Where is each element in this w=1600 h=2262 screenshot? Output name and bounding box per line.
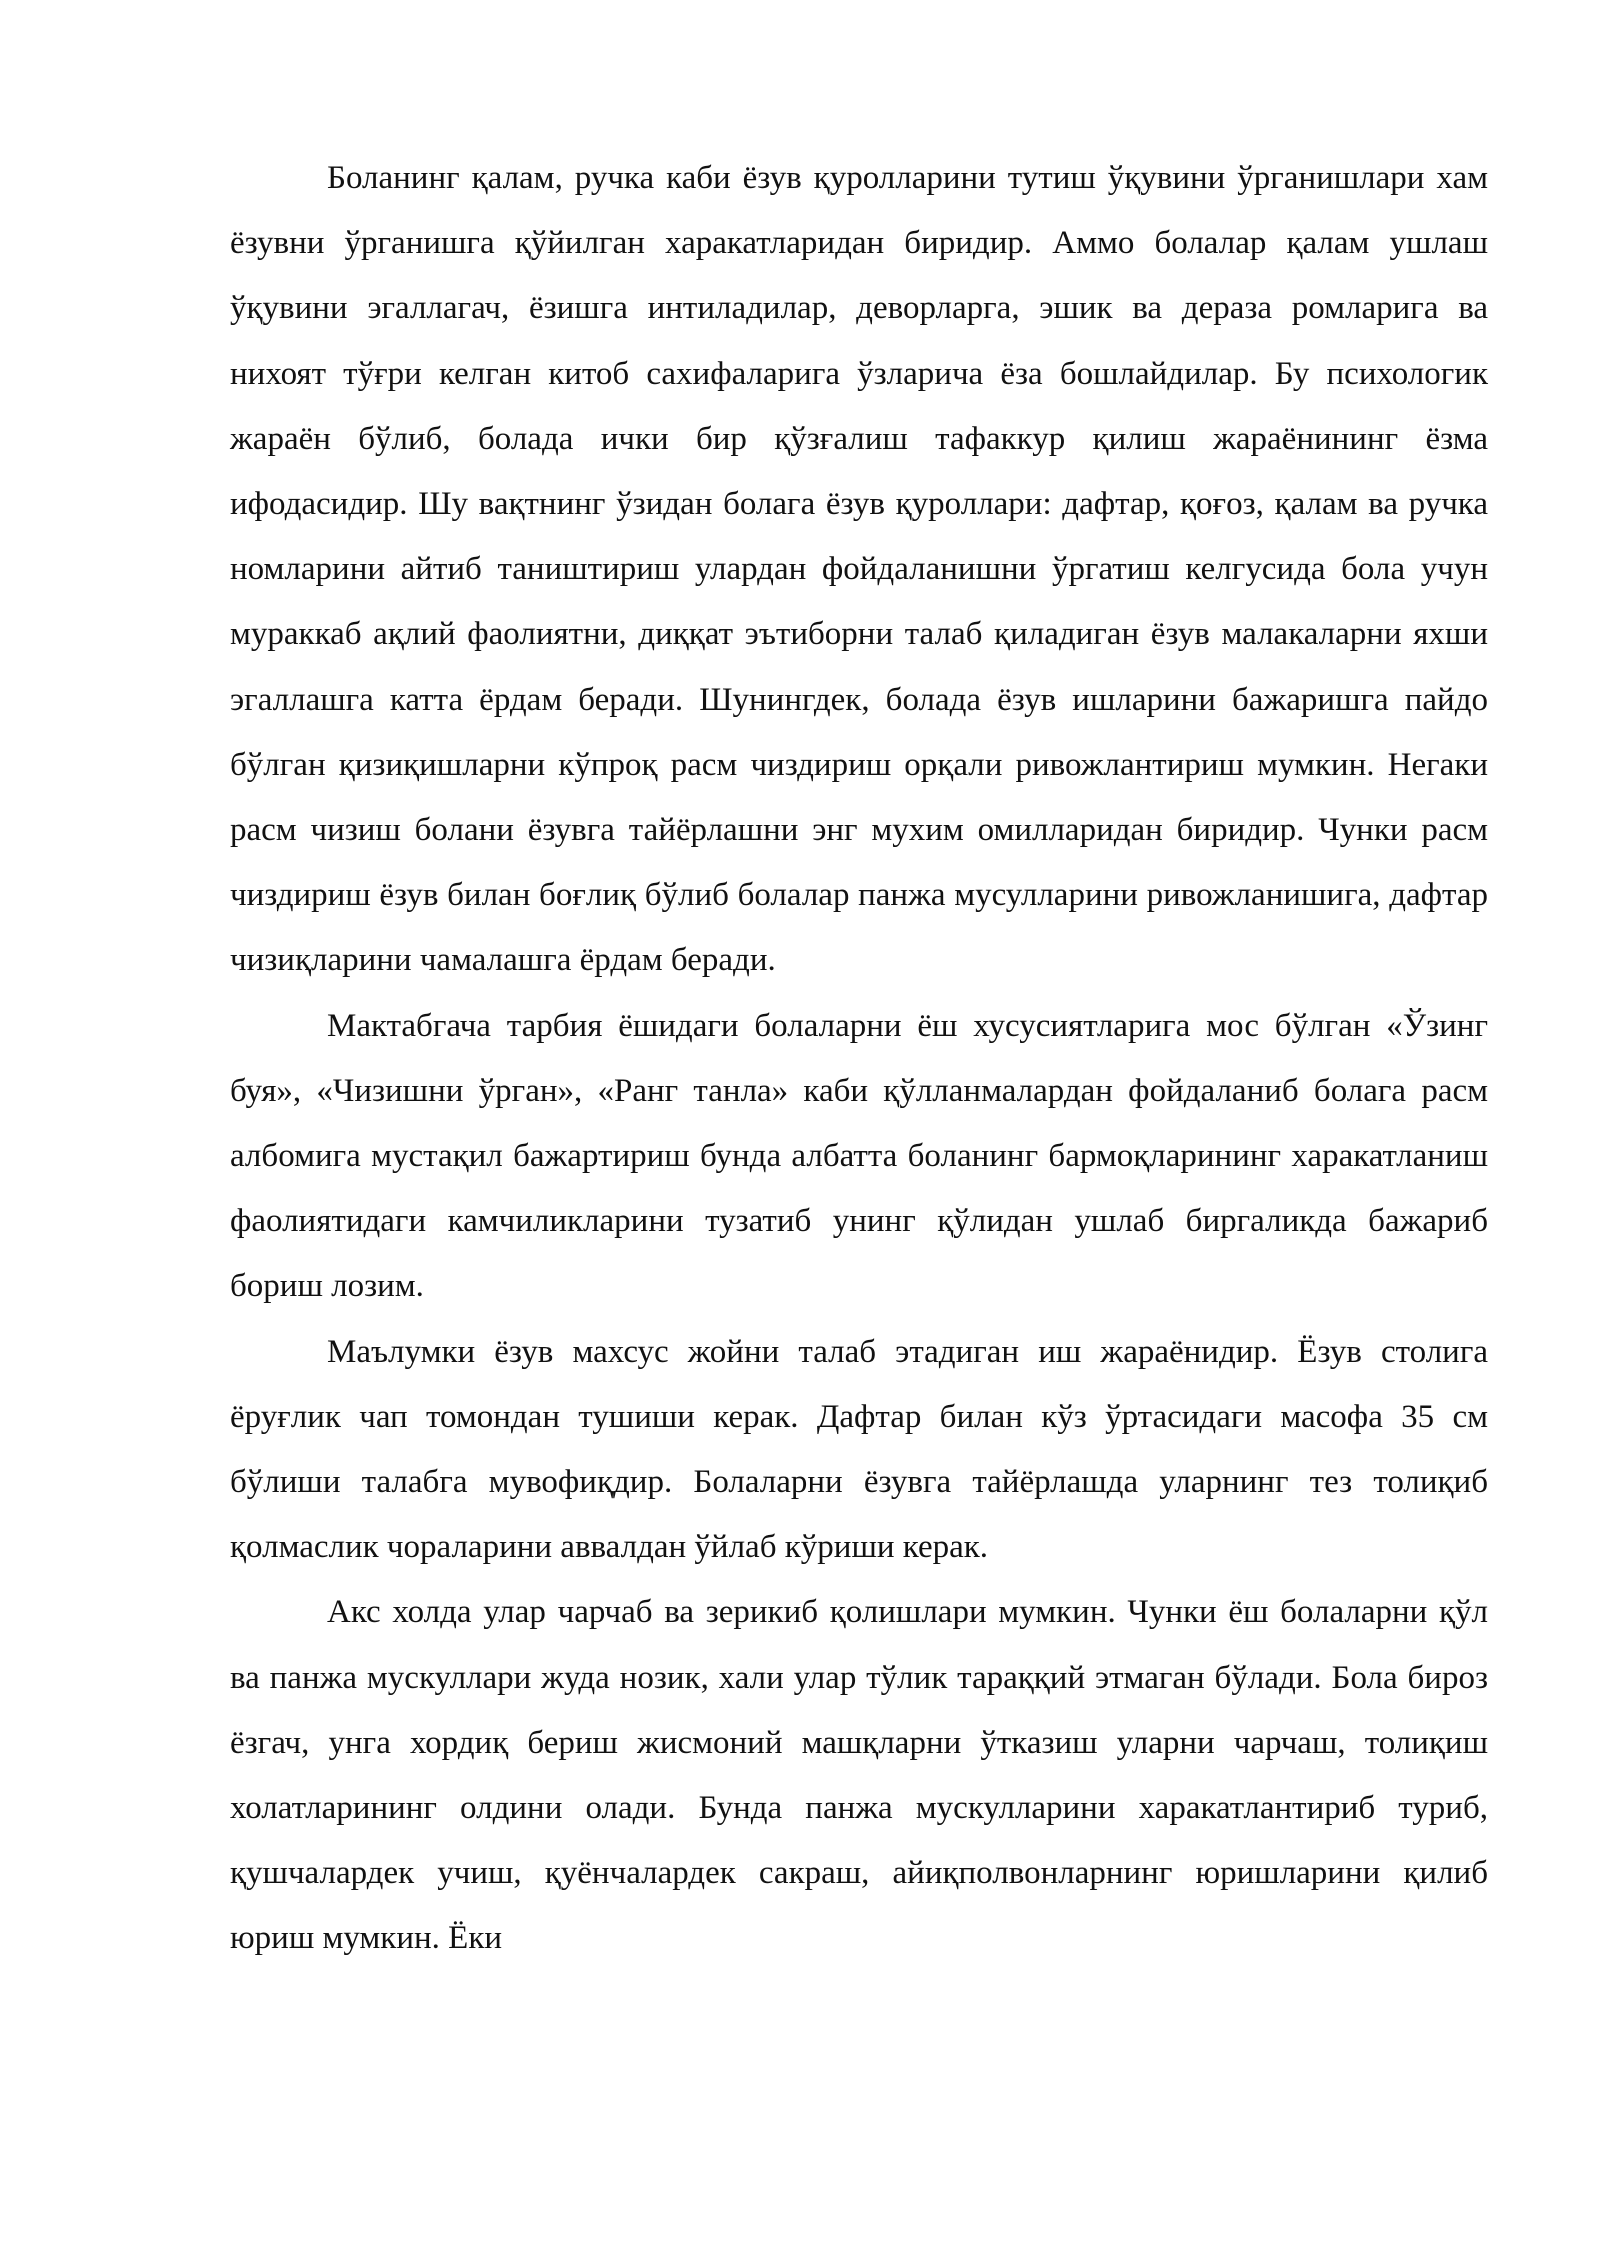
paragraph-4: Акс холда улар чарчаб ва зерикиб қолишлари мумкин. Чунки ёш болаларни қўл ва панжа мускуллари жуда нозик, хали улар тўлик тараққий этмаган бўлади. Бола бироз ёзгач, унга хордиқ бериш жисмоний машқларни ўтказиш уларни чарчаш, толиқиш холатларининг олдини олади. Бунда панжа мускулларини харакатлантириб туриб, қушчалардек учиш, қуёнчалардек сакраш, айиқполвонларнинг юришларини қилиб юриш мумкин. Ёки: [230, 1594, 1488, 1957]
document-body: [230, 146, 1488, 1972]
paragraph-1: Боланинг қалам, ручка каби ёзув қуролларини тутиш ўқувини ўрганишлари хам ёзувни ўрганишга қўйилган харакатларидан биридир. Аммо болалар қалам ушлаш ўқувини эгаллагач, ёзишга интиладилар, деворларга, эшик ва дераза ромларига ва нихоят тўғри келган китоб сахифаларига ўзларича ёза бошлайдилар. Бу психологик жараён бўлиб, болада ички бир қўзғалиш тафаккур қилиш жараёнининг ёзма ифодасидир. Шу вақтнинг ўзидан болага ёзув қуроллари: дафтар, қоғоз, қалам ва ручка номларини айтиб таништириш улардан фойдаланишни ўргатиш келгусида бола учун мураккаб ақлий фаолиятни, диққат эътиборни талаб қиладиган ёзув малакаларни яхши эгаллашга катта ёрдам беради. Шунингдек, болада ёзув ишларини бажаришга пайдо бўлган қизиқишларни кўпроқ расм чиздириш орқали ривожлантириш мумкин. Негаки расм чизиш болани ёзувга тайёрлашни энг мухим омилларидан биридир. Чунки расм чиздириш ёзув билан боғлиқ бўлиб болалар панжа мусулларини ривожланишига, дафтар чизиқларини чамалашга ёрдам беради.: [230, 160, 1488, 979]
paragraph-3: Маълумки ёзув махсус жойни талаб этадиган иш жараёнидир. Ёзув столига ёруғлик чап томондан тушиши керак. Дафтар билан кўз ўртасидаги масофа 35 см бўлиши талабга мувофиқдир. Болаларни ёзувга тайёрлашда уларнинг тез толиқиб қолмаслик чораларини аввалдан ўйлаб кўриши керак.: [230, 1333, 1488, 1566]
paragraph-2: Мактабгача тарбия ёшидаги болаларни ёш хусусиятларига мос бўлган «Ўзинг буя», «Чизишни ўрган», «Ранг танла» каби қўлланмалардан фойдаланиб болага расм албомига мустақил бажартириш бунда албатта боланинг бармоқларининг харакатланиш фаолиятидаги камчиликларини тузатиб унинг қўлидан ушлаб биргаликда бажариб бориш лозим.: [230, 1007, 1488, 1305]
